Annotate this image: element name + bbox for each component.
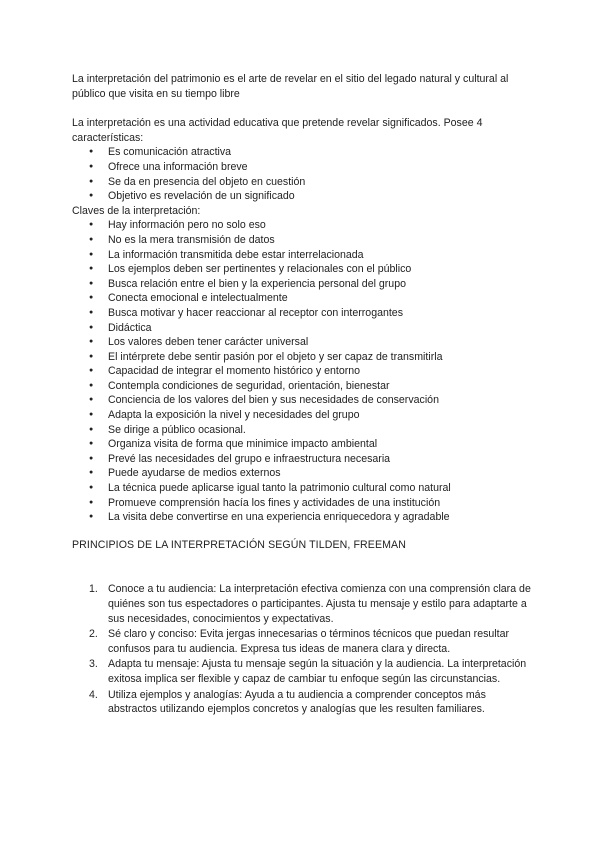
list-item: ● Se da en presencia del objeto en cuestión	[72, 175, 532, 190]
list-item-text: Utiliza ejemplos y analogías: Ayuda a tu audiencia a comprender conceptos más abstractos utilizando ejemplos concretos y analogías que les resulten familiares.	[108, 688, 486, 716]
list-item: ● Organiza visita de forma que minimice impacto ambiental	[72, 437, 532, 452]
characteristics-intro: La interpretación es una actividad educativa que pretende revelar significados. Posee 4 características:	[72, 117, 483, 144]
list-number: 4.	[89, 688, 98, 701]
list-item: ● Es comunicación atractiva	[72, 145, 532, 160]
list-item: ● La visita debe convertirse en una experiencia enriquecedora y agradable	[72, 510, 532, 525]
list-item: ● Busca motivar y hacer reaccionar al receptor con interrogantes	[72, 306, 532, 321]
claves-heading: Claves de la interpretación:	[72, 204, 201, 217]
list-item: ● Prevé las necesidades del grupo e infraestructura necesaria	[72, 452, 532, 467]
list-item: ● Conciencia de los valores del bien y sus necesidades de conservación	[72, 393, 532, 408]
document-body	[72, 72, 532, 718]
list-item: ● Se dirige a público ocasional.	[72, 423, 532, 438]
list-item: ● Capacidad de integrar el momento histórico y entorno	[72, 364, 532, 379]
list-item: ● Conecta emocional e intelectualmente	[72, 291, 532, 306]
list-number: 2.	[89, 628, 98, 641]
list-item: ● La información transmitida debe estar interrelacionada	[72, 248, 532, 263]
list-item: ● Los valores deben tener carácter universal	[72, 335, 532, 350]
list-item: ● La técnica puede aplicarse igual tanto la patrimonio cultural como natural	[72, 481, 532, 496]
list-item	[72, 688, 532, 717]
list-item: ● Busca relación entre el bien y la experiencia personal del grupo	[72, 277, 532, 292]
list-item: ● Contempla condiciones de seguridad, orientación, bienestar	[72, 379, 532, 394]
claves-list	[72, 218, 532, 524]
list-item-text: Sé claro y conciso: Evita jergas innecesarias o términos técnicos que puedan resultar confusos para tu audiencia. Expresa tus ideas de manera clara y directa.	[108, 628, 510, 655]
list-number: 3.	[89, 658, 98, 671]
list-item: ● Hay información pero no solo eso	[72, 218, 532, 233]
list-item	[72, 627, 532, 656]
list-item: ● Puede ayudarse de medios externos	[72, 466, 532, 481]
list-item: ● Didáctica	[72, 321, 532, 336]
list-item: ● Los ejemplos deben ser pertinentes y relacionales con el público	[72, 262, 532, 277]
intro-paragraph: La interpretación del patrimonio es el arte de revelar en el sitio del legado natural y cultural al público que visita en su tiempo libre	[72, 73, 509, 100]
list-number: 1.	[89, 583, 98, 596]
list-item: ● No es la mera transmisión de datos	[72, 233, 532, 248]
list-item	[72, 582, 532, 626]
list-item-text: Conoce a tu audiencia: La interpretación efectiva comienza con una comprensión clara de quiénes son tus espectadores o participantes. Ajusta tu mensaje y estilo para adaptarte a sus necesidades, conocimientos y expectativas.	[108, 583, 531, 625]
list-item: ● Adapta la exposición la nivel y necesidades del grupo	[72, 408, 532, 423]
principios-list	[72, 582, 532, 716]
principios-heading: PRINCIPIOS DE LA INTERPRETACIÓN SEGÚN TILDEN, FREEMAN	[72, 538, 406, 551]
list-item: ● Promueve comprensión hacía los fines y actividades de una institución	[72, 496, 532, 511]
characteristics-list	[72, 145, 532, 203]
list-item: ● Ofrece una información breve	[72, 160, 532, 175]
list-item-text: Adapta tu mensaje: Ajusta tu mensaje según la situación y la audiencia. La interpretación exitosa implica ser flexible y capaz de cambiar tu enfoque según las circunstancias.	[108, 658, 527, 685]
list-item: ● El intérprete debe sentir pasión por el objeto y ser capaz de transmitirla	[72, 350, 532, 365]
list-item	[72, 657, 532, 686]
list-item: ● Objetivo es revelación de un significado	[72, 189, 532, 204]
